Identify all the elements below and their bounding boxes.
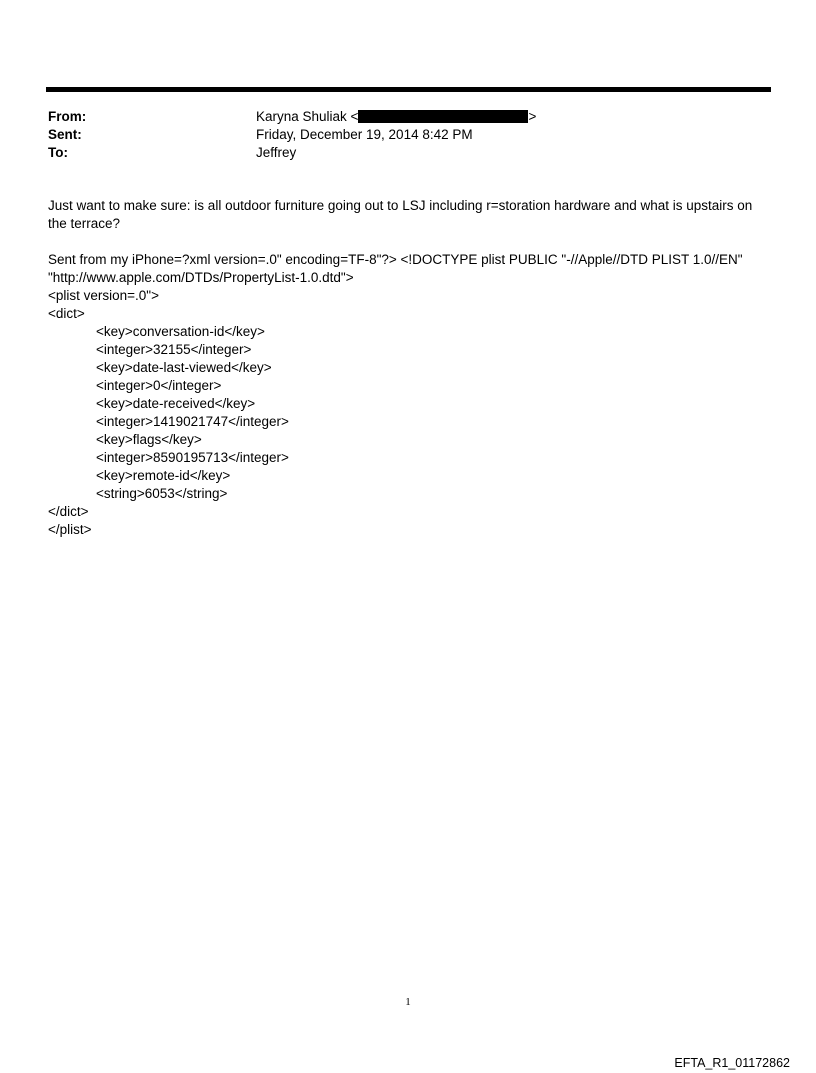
xml-line: <key>remote-id</key> (96, 468, 231, 483)
xml-line: <key>date-received</key> (96, 396, 256, 411)
sent-row (48, 126, 768, 144)
xml-line: <integer>8590195713</integer> (96, 450, 289, 465)
xml-line: <string>6053</string> (96, 486, 228, 501)
email-header (48, 108, 768, 162)
xml-line: <key>conversation-id</key> (96, 324, 265, 339)
to-row (48, 144, 768, 162)
from-sender-name: Karyna Shuliak < (256, 109, 359, 124)
plist-open: <plist version=.0"> (48, 288, 159, 303)
xml-line: <key>date-last-viewed</key> (96, 360, 272, 375)
from-value-end: > (528, 109, 537, 124)
to-value: Jeffrey (256, 145, 297, 160)
sent-value: Friday, December 19, 2014 8:42 PM (256, 127, 473, 142)
sent-label: Sent: (48, 127, 82, 142)
xml-line: <key>flags</key> (96, 432, 202, 447)
signature-line: "http://www.apple.com/DTDs/PropertyList-1.0.dtd"> (48, 270, 354, 285)
message-paragraph: Just want to make sure: is all outdoor furniture going out to LSJ including r=storation hardware and what is upstairs on the terrace? (48, 198, 753, 231)
from-label: From: (48, 109, 87, 124)
xml-line: <integer>1419021747</integer> (96, 414, 289, 429)
from-value (256, 108, 768, 126)
redaction-block (358, 110, 528, 123)
to-label: To: (48, 145, 68, 160)
dict-open: <dict> (48, 306, 85, 321)
xml-line: <integer>32155</integer> (96, 342, 252, 357)
from-row (48, 108, 768, 126)
dict-close: </dict> (48, 504, 89, 519)
plist-close: </plist> (48, 522, 92, 537)
header-divider (46, 87, 771, 92)
document-id: EFTA_R1_01172862 (674, 1056, 790, 1070)
xml-line: <integer>0</integer> (96, 378, 222, 393)
signature-line: Sent from my iPhone=?xml version=.0" encoding=TF-8"?> <!DOCTYPE plist PUBLIC "-//Apple//DTD PLIST 1.0//EN" (48, 252, 743, 267)
page-number: 1 (405, 996, 411, 1008)
paragraph-gap (48, 233, 768, 251)
email-body (48, 197, 768, 539)
